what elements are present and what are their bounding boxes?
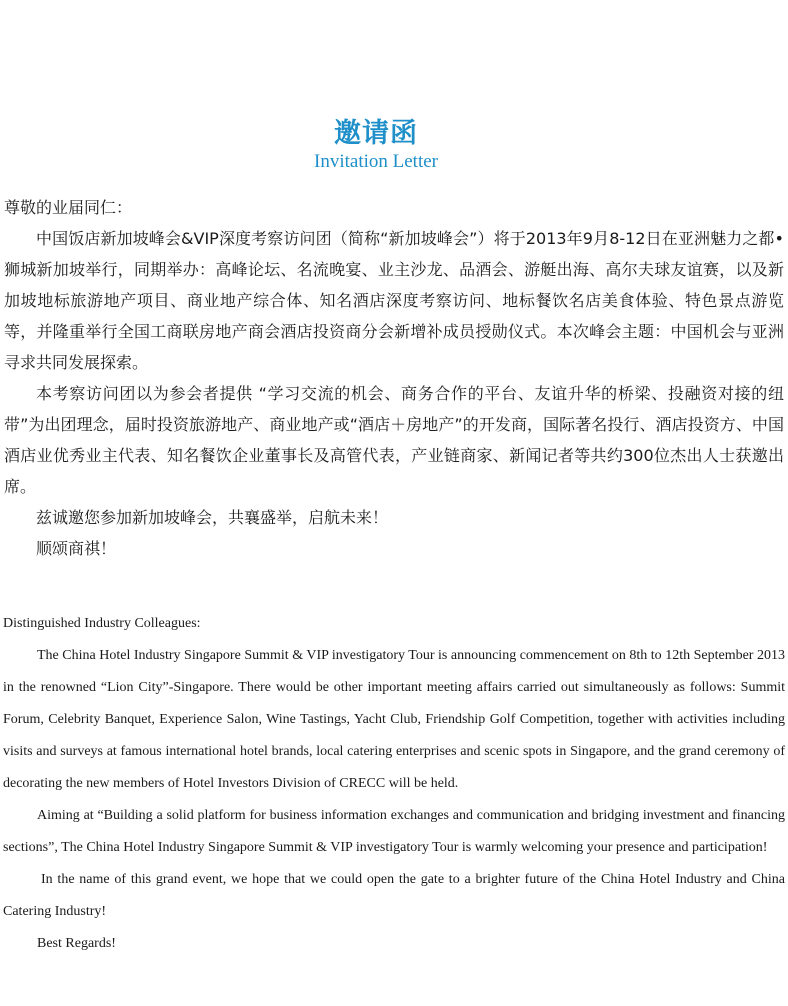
title-chinese: 邀请函 <box>334 118 418 149</box>
chinese-regards: 顺颂商祺！ <box>36 539 117 558</box>
chinese-paragraph-1: 中国饭店新加坡峰会&VIP深度考察访问团（简称“新加坡峰会”）将于2013年9月8-12日在亚洲魅力之都• 狮城新加坡举行，同期举办：高峰论坛、名流晚宴、业主沙龙、品酒会、游艇出海、高尔夫球友谊赛，以及新加坡地标旅游地产项目、商业地产综合体、知名酒店深度考察访问、地标餐饮名店美食体验、特色景点游览等，并隆重举行全国工商联房地产商会酒店投资商分会新增补成员授勋仪式。本次峰会主题：中国机会与亚洲寻求共同发展探索。 <box>4 229 784 372</box>
english-paragraph-2: Aiming at “Building a solid platform for business information exchanges and communication and bridging investment and financing sections”, The China Hotel Industry Singapore Summit & VIP investigatory Tour is warmly welcoming your presence and participation! <box>3 808 785 855</box>
chinese-greeting: 尊敬的业届同仁： <box>4 198 133 217</box>
title-english: Invitation Letter <box>314 151 438 172</box>
english-greeting: Distinguished Industry Colleagues: <box>3 616 201 631</box>
english-regards: Best Regards! <box>37 936 116 951</box>
chinese-invitation-line: 兹诚邀您参加新加坡峰会，共襄盛举，启航未来！ <box>36 508 389 527</box>
chinese-letter-body <box>4 192 784 564</box>
english-paragraph-1: The China Hotel Industry Singapore Summit & VIP investigatory Tour is announcing commencement on 8th to 12th September 2013 in the renowned “Lion City”-Singapore. There would be other important meeting affairs carried out simultaneously as follows: Summit Forum, Celebrity Banquet, Experience Salon, Wine Tastings, Yacht Club, Friendship Golf Competition, together with activities including visits and surveys at famous international hotel brands, local catering enterprises and scenic spots in Singapore, and the grand ceremony of decorating the new members of Hotel Investors Division of CRECC will be held. <box>3 648 785 791</box>
chinese-paragraph-2: 本考察访问团以为参会者提供 “学习交流的机会、商务合作的平台、友谊升华的桥梁、投融资对接的纽带”为出团理念，届时投资旅游地产、商业地产或“酒店＋房地产”的开发商，国际著名投行、酒店投资方、中国酒店业优秀业主代表、知名餐饮企业董事长及高管代表，产业链商家、新闻记者等共约300位杰出人士获邀出席。 <box>4 384 784 496</box>
english-letter-body <box>3 608 785 960</box>
english-paragraph-3: In the name of this grand event, we hope that we could open the gate to a brighter future of the China Hotel Industry and China Catering Industry! <box>3 872 785 919</box>
